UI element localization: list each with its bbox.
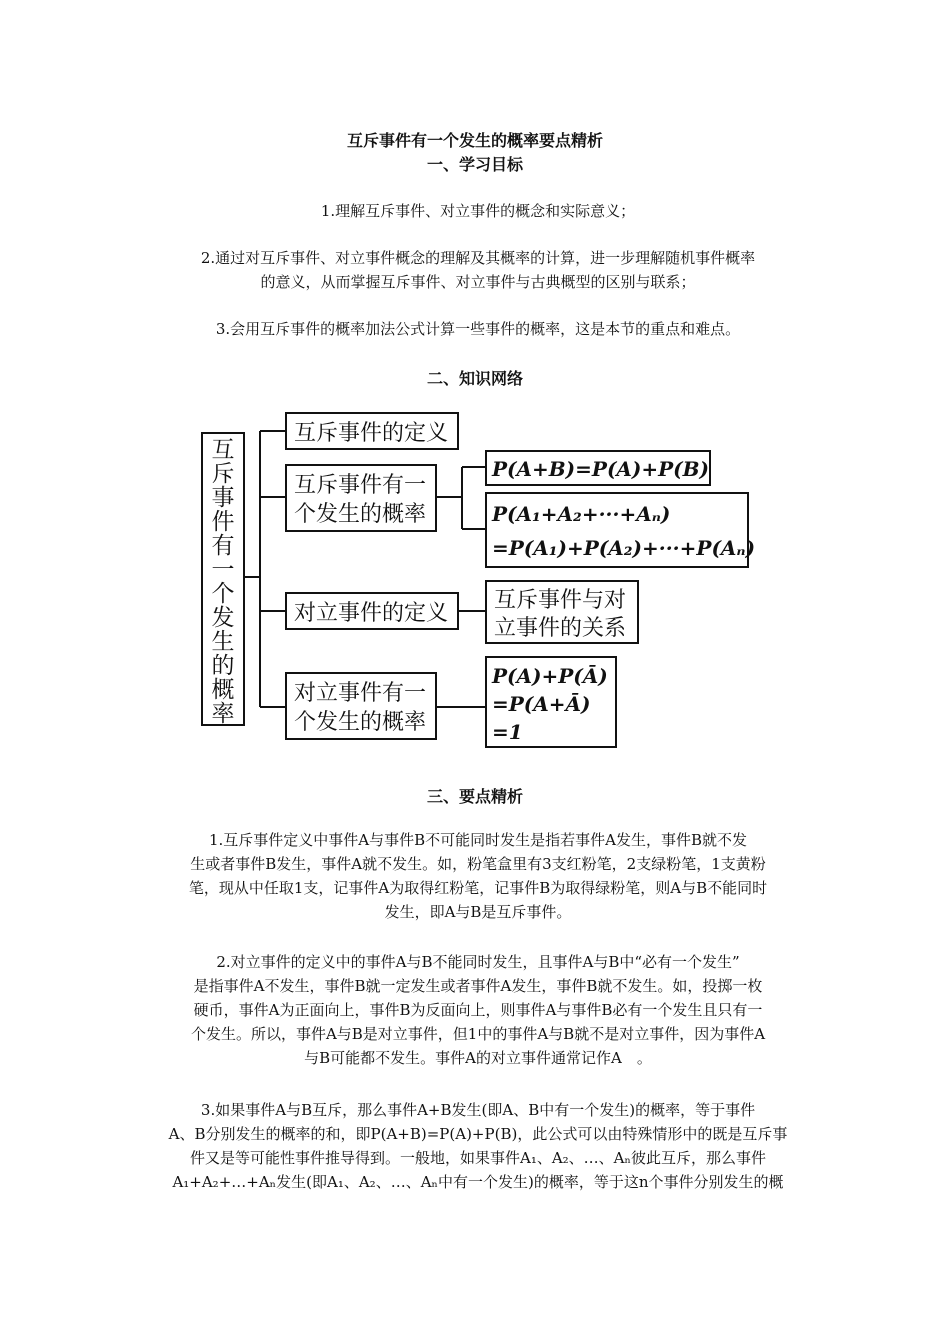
section-heading-goals: 一、学习目标 xyxy=(426,155,523,174)
point-3-line: 3.如果事件A与B互斥，那么事件A+B发生(即A、B中有一个发生)的概率，等于事件 xyxy=(200,1101,756,1119)
point-2-line: 硬币，事件A为正面向上，事件B为反面向上，则事件A与事件B必有一个发生且只有一 xyxy=(193,1001,763,1019)
root-char: 事 xyxy=(211,485,235,511)
point-3-line: 件又是等可能性事件推导得到。一般地，如果事件A₁、A₂、…、Aₙ彼此互斥，那么事件 xyxy=(189,1149,767,1167)
label-opposite-prob-1: 对立事件有一 xyxy=(294,681,427,706)
point-2-line: 是指事件A不发生，事件B就一定发生或者事件A发生，事件B就不发生。如，投掷一枚 xyxy=(193,977,763,995)
formula-mutex-n-2: =P(A₁)+P(A₂)+···+P(Aₙ) xyxy=(492,536,756,560)
label-relation-2: 立事件的关系 xyxy=(494,616,627,641)
section-heading-points: 三、要点精析 xyxy=(426,787,523,806)
label-mutex-def: 互斥事件的定义 xyxy=(294,421,449,446)
point-1-line: 1.互斥事件定义中事件A与事件B不可能同时发生是指若事件A发生，事件B就不发 xyxy=(208,831,748,849)
formula-mutex-two: P(A+B)=P(A)+P(B) xyxy=(492,457,710,481)
goal-1: 1.理解互斥事件、对立事件的概念和实际意义； xyxy=(320,202,636,220)
label-opposite-def: 对立事件的定义 xyxy=(294,601,449,626)
goal-2-line2: 的意义，从而掌握互斥事件、对立事件与古典概型的区别与联系； xyxy=(260,273,696,291)
point-3-line: A₁+A₂+…+Aₙ发生(即A₁、A₂、…、Aₙ中有一个发生)的概率，等于这n个事件分别发生的概 xyxy=(172,1173,784,1191)
formula-opposite-2: =P(A+Ā) xyxy=(492,692,591,716)
section-heading-network: 二、知识网络 xyxy=(426,369,523,388)
root-char: 发 xyxy=(211,605,235,631)
label-relation-1: 互斥事件与对 xyxy=(494,588,627,613)
goal-3: 3.会用互斥事件的概率加法公式计算一些事件的概率，这是本节的重点和难点。 xyxy=(215,320,741,338)
formula-opposite-1: P(A)+P(Ā) xyxy=(492,664,608,688)
label-mutex-prob-1: 互斥事件有一 xyxy=(294,473,427,498)
root-char: 有 xyxy=(211,533,235,559)
point-3-line: A、B分别发生的概率的和，即P(A+B)=P(A)+P(B)，此公式可以由特殊情形中的既是互斥事 xyxy=(168,1125,788,1143)
page-title: 互斥事件有一个发生的概率要点精析 xyxy=(346,131,603,150)
point-1-line: 生或者事件B发生，事件A就不发生。如，粉笔盒里有3支红粉笔，2支绿粉笔，1支黄粉 xyxy=(190,855,766,873)
formula-opposite-3: =1 xyxy=(492,720,523,744)
label-opposite-prob-2: 个发生的概率 xyxy=(294,710,427,735)
root-char: 斥 xyxy=(211,461,235,487)
point-2-line: 与B可能都不发生。事件A的对立事件通常记作A 。 xyxy=(304,1049,652,1067)
root-char: 互 xyxy=(211,437,235,463)
root-char: 率 xyxy=(211,701,235,727)
goal-2-line1: 2.通过对互斥事件、对立事件概念的理解及其概率的计算，进一步理解随机事件概率 xyxy=(200,249,756,267)
point-1-line: 发生，即A与B是互斥事件。 xyxy=(384,903,572,921)
root-char: 一 xyxy=(211,557,235,583)
root-char: 概 xyxy=(211,677,235,703)
root-char: 件 xyxy=(211,509,235,535)
point-1-line: 笔，现从中任取1支，记事件A为取得红粉笔，记事件B为取得绿粉笔，则A与B不能同时 xyxy=(188,879,768,897)
point-2-line: 个发生。所以，事件A与B是对立事件，但1中的事件A与B就不是对立事件，因为事件A xyxy=(190,1025,766,1043)
formula-mutex-n-1: P(A₁+A₂+···+Aₙ) xyxy=(492,502,671,526)
root-char: 生 xyxy=(211,629,235,655)
knowledge-network-diagram xyxy=(190,405,760,760)
root-char: 的 xyxy=(211,653,235,679)
label-mutex-prob-2: 个发生的概率 xyxy=(294,502,427,527)
point-2-line: 2.对立事件的定义中的事件A与B不能同时发生，且事件A与B中“必有一个发生” xyxy=(216,953,740,971)
root-char: 个 xyxy=(211,581,235,607)
